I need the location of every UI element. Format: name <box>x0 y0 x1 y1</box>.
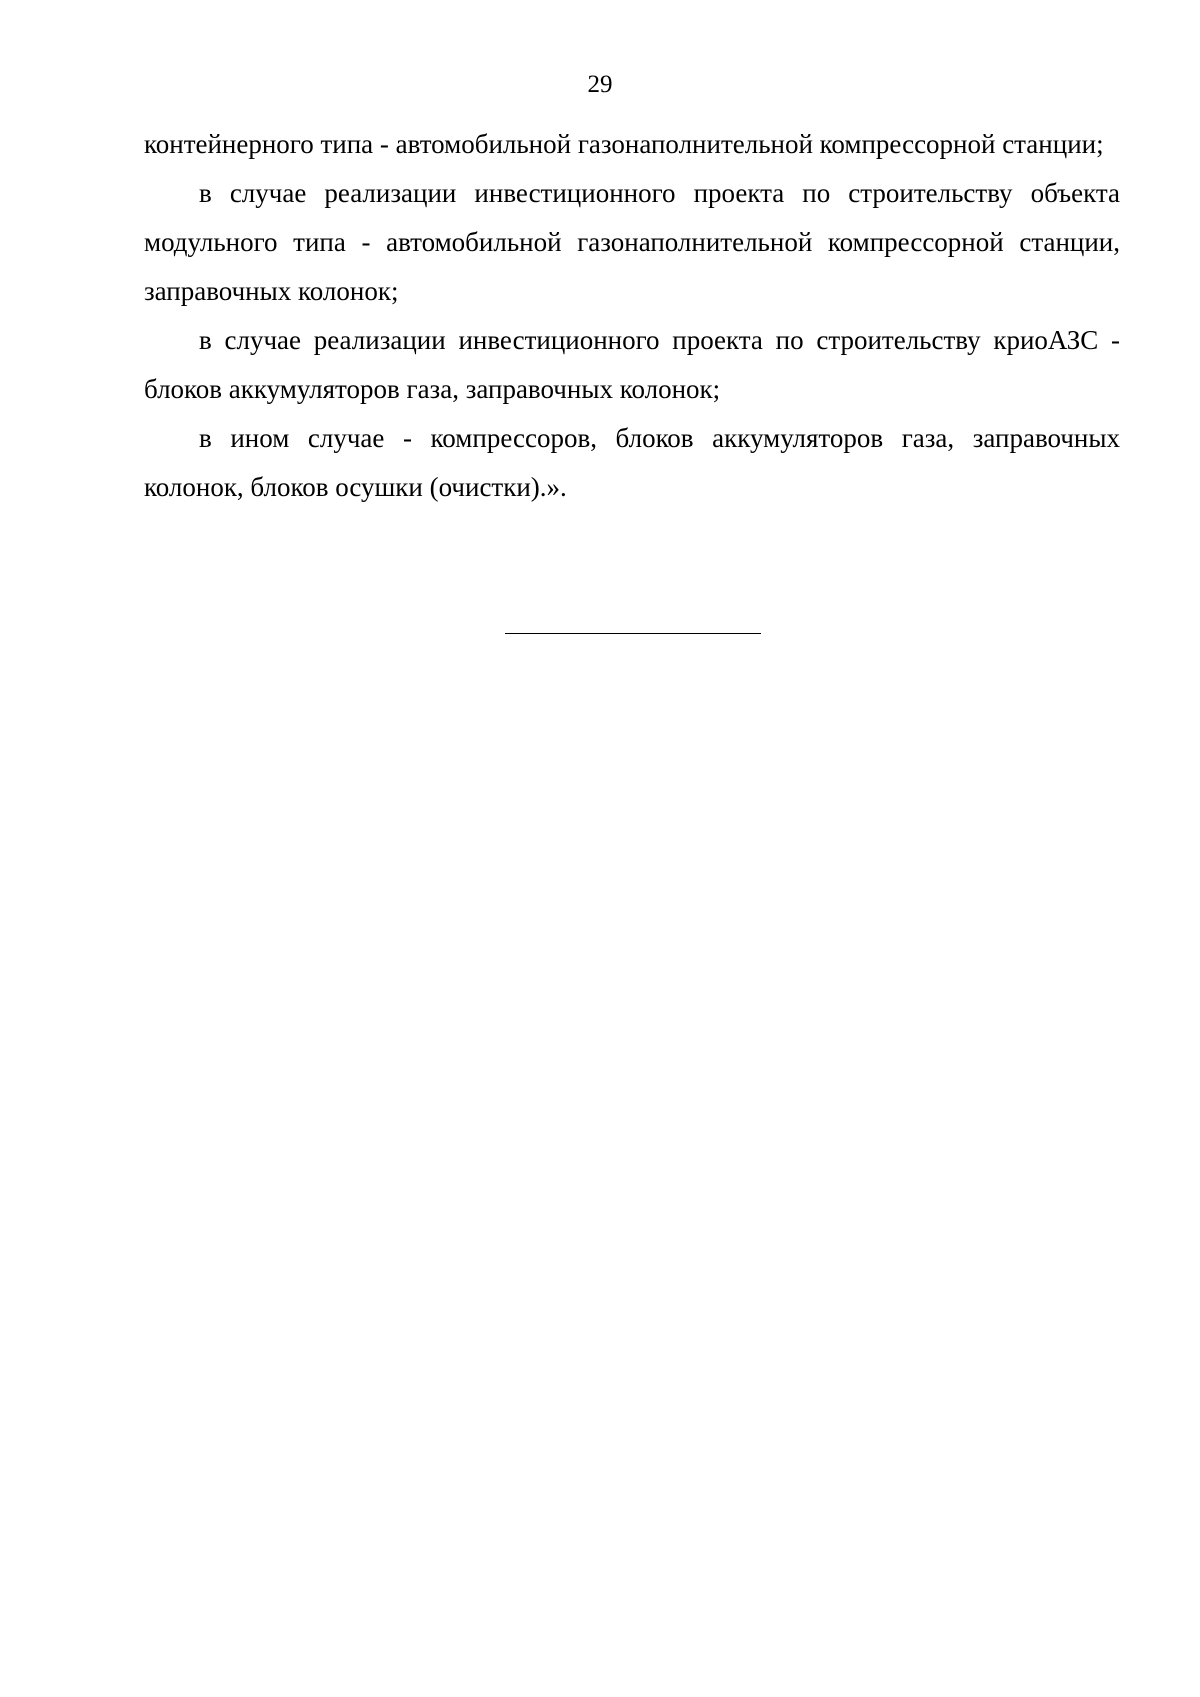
end-of-document-rule <box>505 633 761 634</box>
page-number: 29 <box>587 71 613 98</box>
paragraph-modular-type: в случае реализации инвестиционного проекта по строительству объекта модульного типа - автомобильной газонаполнительной компрессорной станции, заправочных колонок; <box>144 178 1120 306</box>
paragraph-continuation: контейнерного типа - автомобильной газонаполнительной компрессорной станции; <box>144 129 1104 159</box>
paragraph-other-case: в ином случае - компрессоров, блоков аккумуляторов газа, заправочных колонок, блоков осушки (очистки).». <box>144 423 1120 502</box>
paragraph-cryo-station: в случае реализации инвестиционного проекта по строительству криоАЗС - блоков аккумуляторов газа, заправочных колонок; <box>144 325 1120 404</box>
document-body <box>144 120 1120 512</box>
